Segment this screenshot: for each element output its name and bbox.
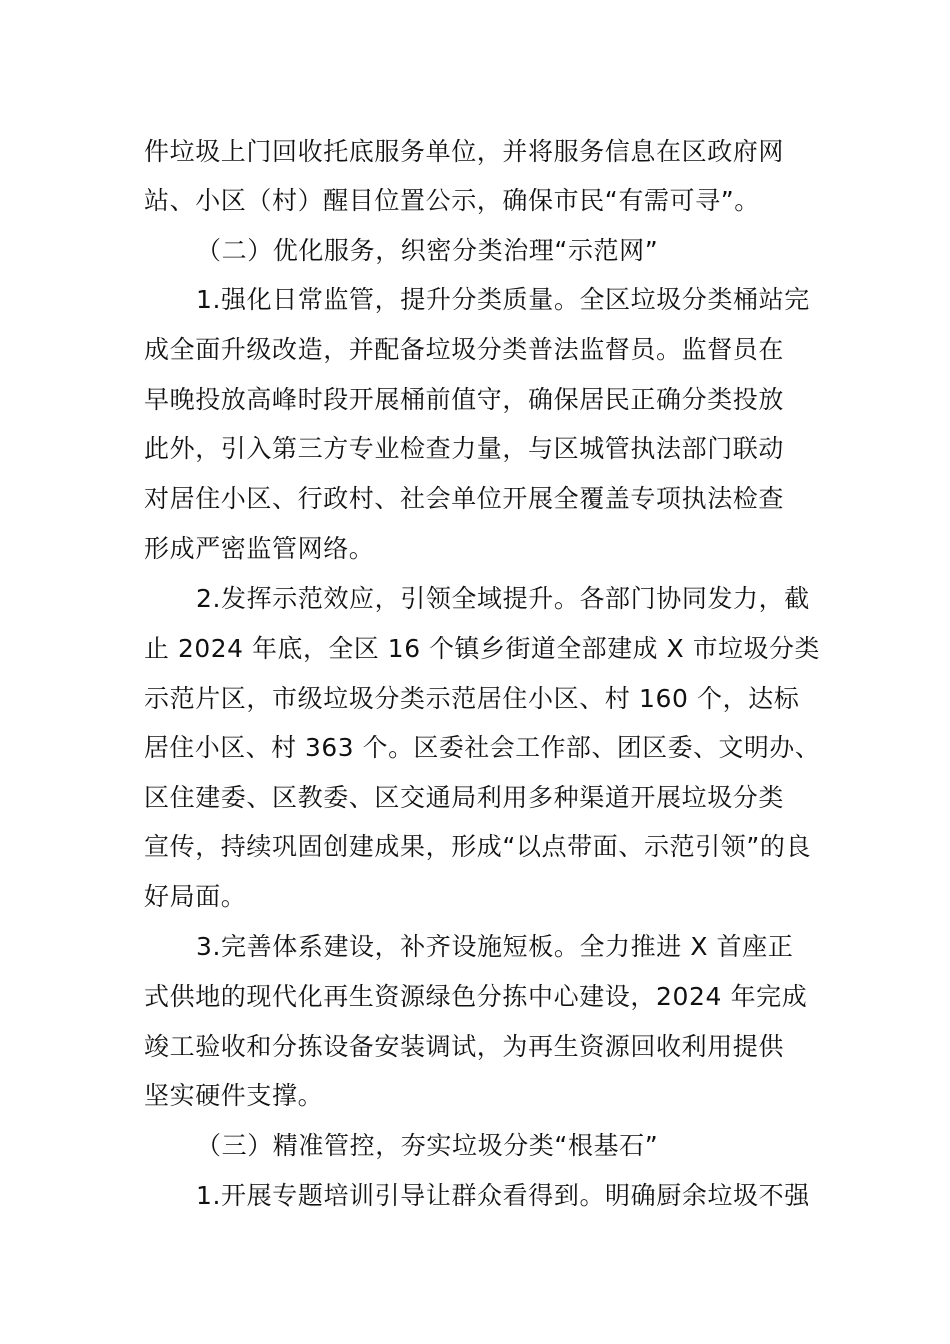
text-line-15: 宣传，持续巩固创建成果，形成“以点带面、示范引领”的良 bbox=[144, 832, 812, 861]
text-line-2: 站、小区（村）醒目位置公示，确保市民“有需可寻”。 bbox=[144, 186, 760, 215]
text-line-10: 2.发挥示范效应，引领全域提升。各部门协同发力，截 bbox=[196, 584, 810, 613]
text-line-9: 形成严密监管网络。 bbox=[144, 534, 375, 563]
text-line-6: 早晚投放高峰时段开展桶前值守，确保居民正确分类投放 bbox=[144, 385, 785, 414]
text-line-18: 式供地的现代化再生资源绿色分拣中心建设，2024 年完成 bbox=[144, 982, 808, 1011]
text-line-5: 成全面升级改造，并配备垃圾分类普法监督员。监督员在 bbox=[144, 335, 785, 364]
text-line-16: 好局面。 bbox=[144, 882, 247, 911]
text-line-12: 示范片区，市级垃圾分类示范居住小区、村 160 个，达标 bbox=[144, 684, 800, 713]
text-line-17: 3.完善体系建设，补齐设施短板。全力推进 X 首座正 bbox=[196, 932, 794, 961]
text-line-4: 1.强化日常监管，提升分类质量。全区垃圾分类桶站完 bbox=[196, 285, 810, 314]
text-line-19: 竣工验收和分拣设备安装调试，为再生资源回收利用提供 bbox=[144, 1032, 785, 1061]
text-line-1: 件垃圾上门回收托底服务单位，并将服务信息在区政府网 bbox=[144, 137, 785, 166]
text-line-20: 坚实硬件支撑。 bbox=[144, 1081, 324, 1110]
text-line-7: 此外，引入第三方专业检查力量，与区城管执法部门联动 bbox=[144, 434, 785, 463]
text-line-13: 居住小区、村 363 个。区委社会工作部、团区委、文明办、 bbox=[144, 733, 821, 762]
section-heading-3: （三）精准管控，夯实垃圾分类“根基石” bbox=[196, 1131, 659, 1160]
text-line-22: 1.开展专题培训引导让群众看得到。明确厨余垃圾不强 bbox=[196, 1181, 810, 1210]
text-line-14: 区住建委、区教委、区交通局利用多种渠道开展垃圾分类 bbox=[144, 783, 785, 812]
text-line-11: 止 2024 年底，全区 16 个镇乡街道全部建成 X 市垃圾分类 bbox=[144, 634, 820, 663]
section-heading-2: （二）优化服务，织密分类治理“示范网” bbox=[196, 236, 659, 265]
text-line-8: 对居住小区、行政村、社会单位开展全覆盖专项执法检查 bbox=[144, 484, 785, 513]
